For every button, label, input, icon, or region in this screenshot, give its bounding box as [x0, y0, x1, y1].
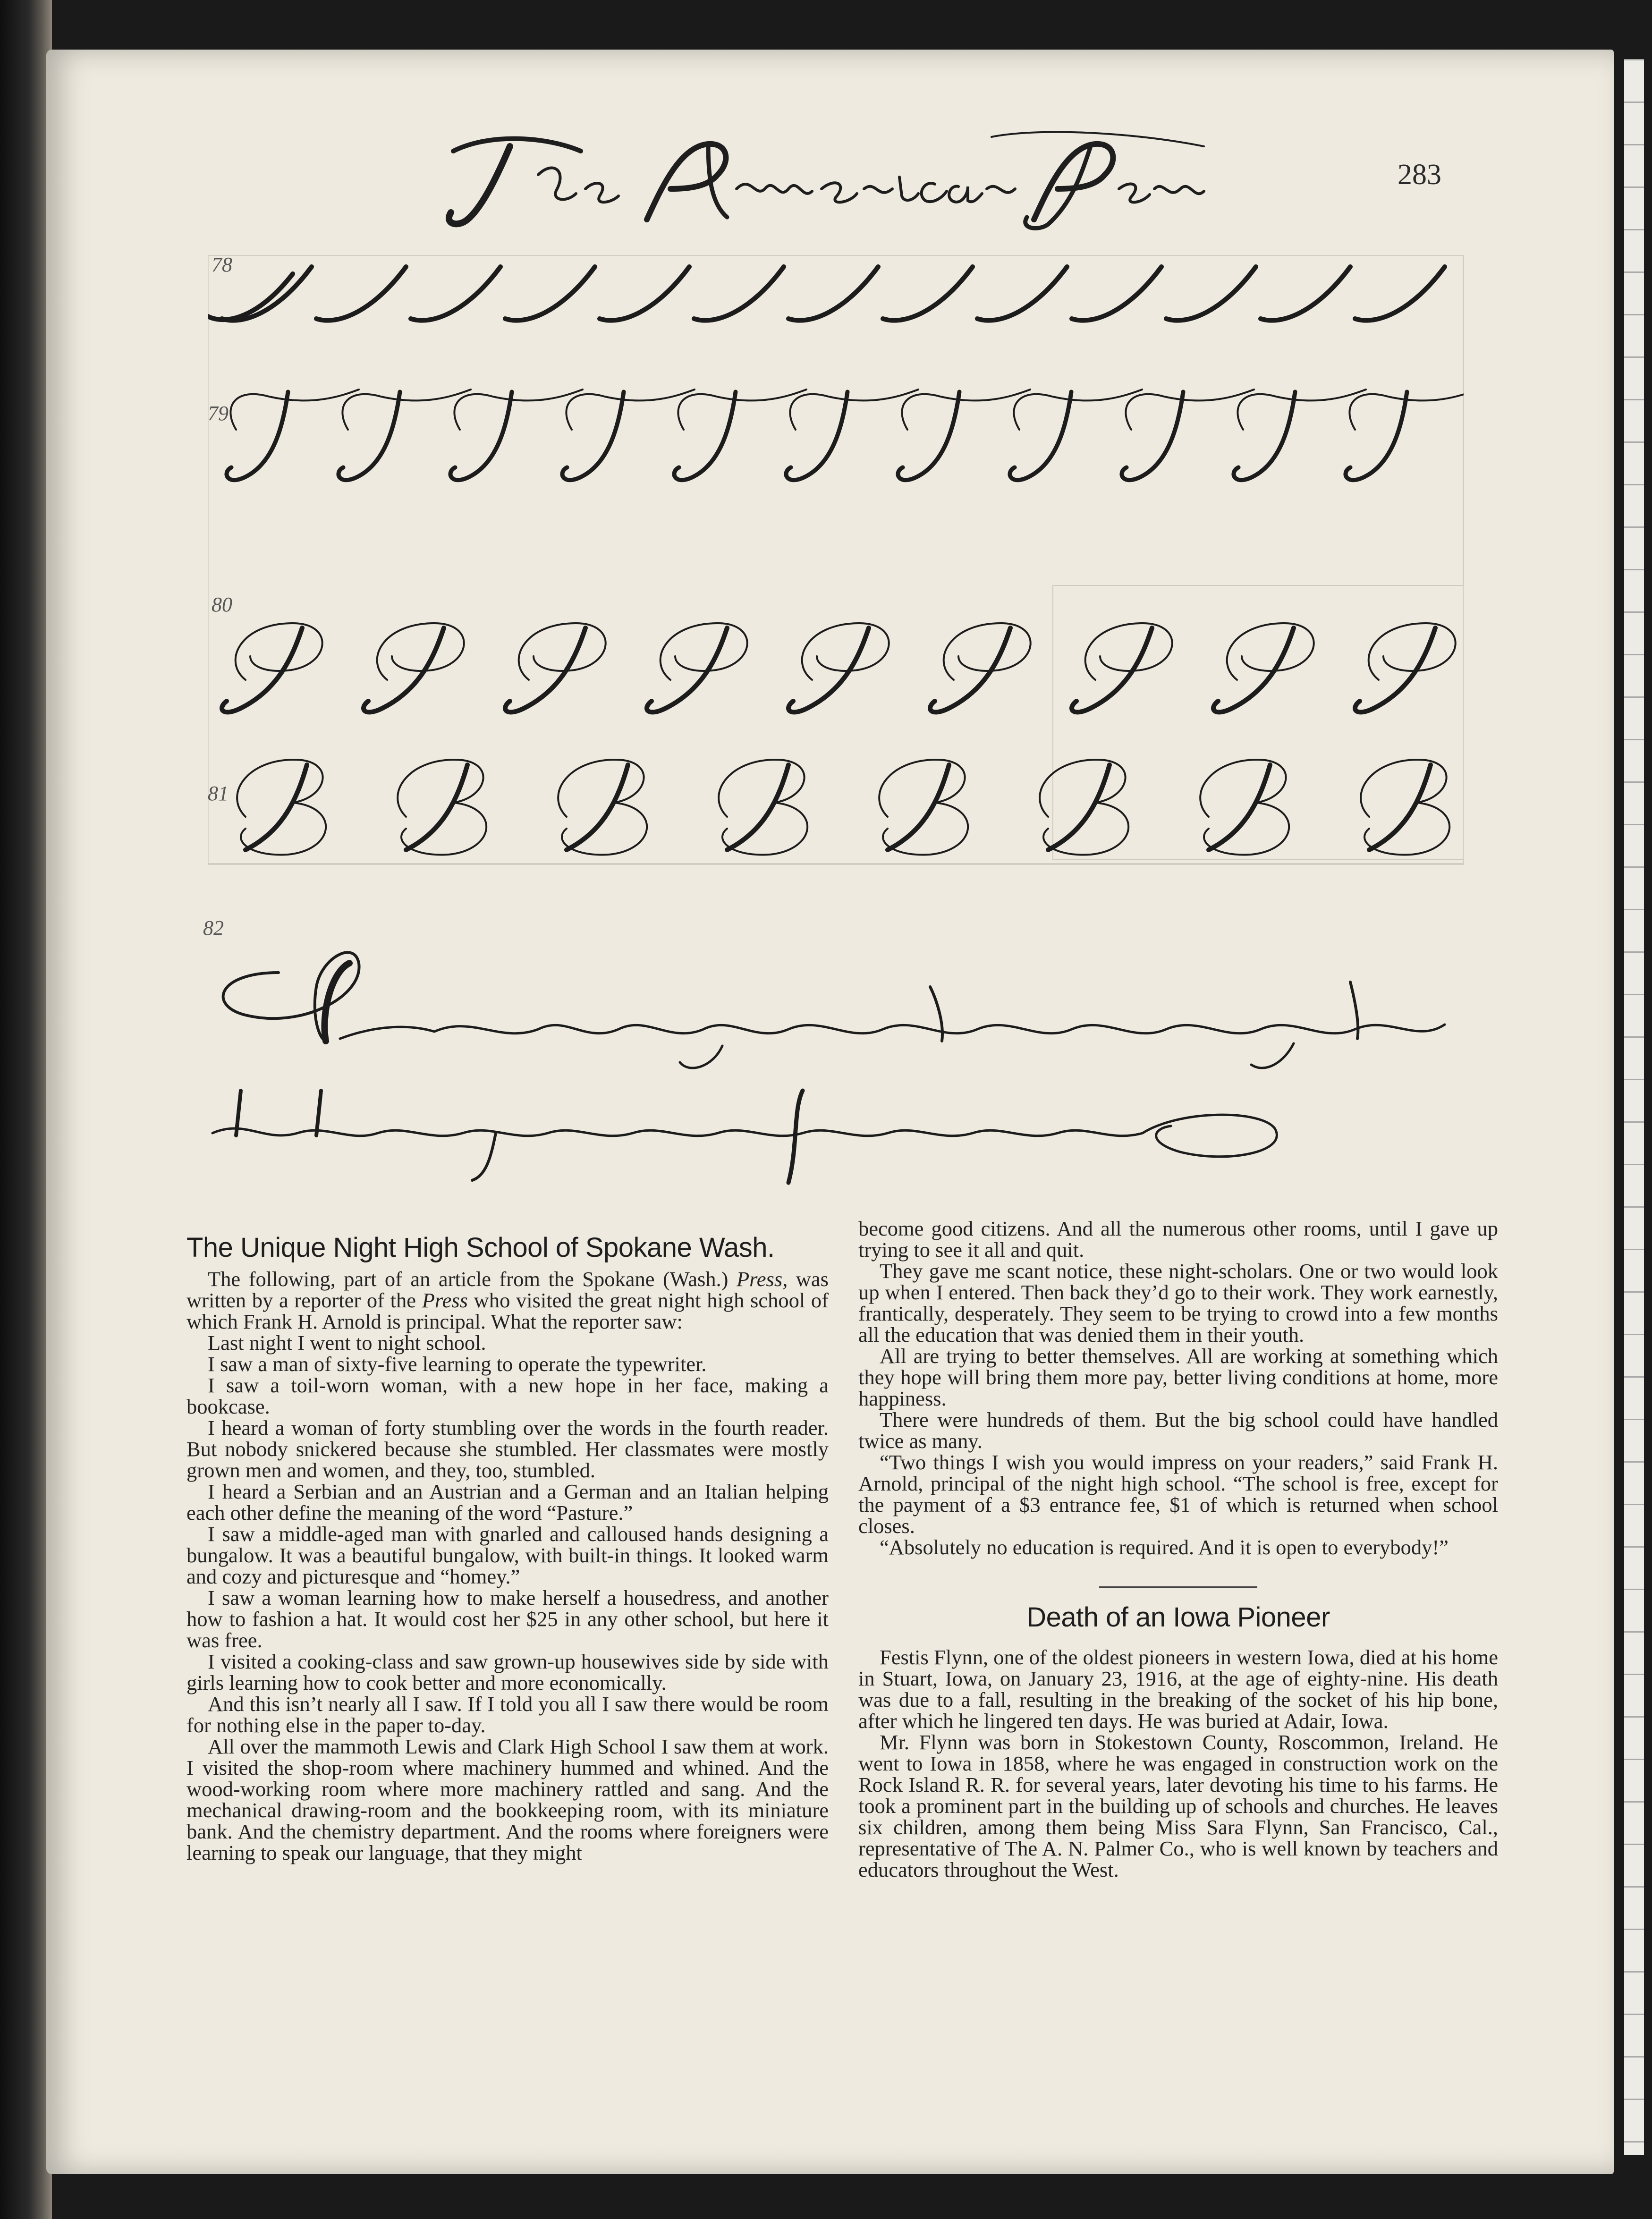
article-paragraph: Last night I went to night school.	[208, 1331, 486, 1355]
article-paragraph: They gave me scant notice, these night-scholars. One or two would look up when I entered. Then back they’d go to their work. They work earnestly, frantically, desperately. They seem to be trying to crowd into a few months all the education that was denied them in their youth.	[858, 1259, 1498, 1347]
intro-text: The following, part of an article from the Spokane (Wash.)	[208, 1267, 737, 1291]
ruler-tick	[1624, 1079, 1644, 1080]
capital-b-loop-stroke	[398, 760, 486, 855]
ruler-tick	[1624, 1844, 1644, 1845]
intro-text: who visited the great night high school of which Frank H. Arnold is principal. What the reporter saw:	[186, 1288, 829, 1333]
masthead-title	[425, 118, 1228, 241]
proverb-script-graphic-2	[208, 1081, 1294, 1190]
article-continuation: become good citizens. And all the numerous other rooms, until I gave up trying to see it all and quit.	[858, 1217, 1498, 1262]
obituary-paragraph: Mr. Flynn was born in Stokestown County, Roscommon, Ireland. He went to Iowa in 1858, where he was engaged in construction work on the Rock Island R. R. for several years, later devoting his time to his farms. He took a prominent part in the building up of schools and churches. He leaves six children, among them being Miss Sara Flynn, San Francisco, Cal., representative of The A. N. Palmer Co., who is well known by teachers and educators throughout the West.	[858, 1730, 1498, 1881]
ruler-tick	[1624, 1759, 1644, 1760]
press-italic: Press	[422, 1288, 468, 1312]
oval-stroke-mark	[883, 267, 973, 321]
article-paragraph: All over the mammoth Lewis and Clark High School I saw them at work. I visited the shop-room where machinery hummed and whined. And the wood-working room where more machinery rattled and sang. And the mechanical drawing-room and the bookkeeping room, with its miniature bank. And the chemistry department. And the rooms where foreigners were learning to speak our language, that they might	[186, 1735, 829, 1864]
capital-t-cap-stroke	[566, 390, 695, 430]
capital-t-stem-stroke	[674, 392, 736, 480]
capital-t-stem-stroke	[339, 392, 400, 480]
article-right-column	[858, 1218, 1498, 1880]
ruler-tick	[1624, 59, 1644, 60]
capital-b-stem-stroke	[1209, 765, 1270, 850]
ruler-tick	[1624, 1674, 1644, 1675]
oval-stroke-mark	[694, 267, 784, 321]
ruler-tick	[1624, 186, 1644, 188]
obituary-paragraph: Festis Flynn, one of the oldest pioneers in western Iowa, died at his home in Stuart, Iowa, on January 23, 1916, at the age of eighty-nine. His death was due to a fall, resulting in the breaking of the socket of his hip bone, after which he lingered ten days. He was buried at Adair, Iowa.	[858, 1645, 1498, 1733]
obituary-headline: Death of an Iowa Pioneer	[1026, 1602, 1330, 1633]
ruler-tick	[1624, 1249, 1644, 1250]
capital-b-stem-stroke	[1369, 765, 1431, 850]
capital-p-loop-stroke	[236, 623, 322, 680]
drill-row-79-capital-t	[227, 390, 1464, 480]
ruler-tick	[1624, 1376, 1644, 1378]
proverb-script-graphic	[208, 944, 1454, 1076]
ruler-tick	[1624, 399, 1644, 400]
ruler-tick	[1624, 2014, 1644, 2015]
proverb-script-line-1	[208, 944, 1454, 1076]
capital-t-cap-stroke	[1126, 390, 1254, 430]
capital-p-loop-stroke	[519, 623, 606, 680]
ruler-tick	[1624, 1036, 1644, 1038]
ruler-tick	[1624, 1929, 1644, 1930]
article-paragraph: All are trying to better themselves. All are working at something which they hope will bring them more pay, better living conditions at home, more happiness.	[858, 1344, 1498, 1410]
ruler-tick	[1624, 739, 1644, 740]
article-paragraph: I heard a Serbian and an Austrian and a German and an Italian helping each other define the meaning of the word “Pasture.”	[186, 1480, 829, 1525]
capital-t-stem-stroke	[450, 392, 512, 480]
capital-t-stem-stroke	[1122, 392, 1183, 480]
capital-b-stem-stroke	[246, 765, 307, 850]
capital-b-stem-stroke	[888, 765, 949, 850]
ruler-tick	[1624, 314, 1644, 315]
capital-b-loop-stroke	[879, 760, 968, 855]
capital-b-loop-stroke	[558, 760, 647, 855]
capital-b-loop-stroke	[1361, 760, 1449, 855]
capital-t-stem-stroke	[786, 392, 847, 480]
ruler-tick	[1624, 1291, 1644, 1293]
capital-b-stem-stroke	[727, 765, 788, 850]
scan-ruler	[1624, 59, 1644, 2155]
drill-row-number: 82	[203, 916, 224, 940]
capital-t-cap-stroke	[230, 390, 359, 430]
capital-b-stem-stroke	[1048, 765, 1110, 850]
article-paragraph: “Absolutely no education is required. And it is open to everybody!”	[880, 1535, 1449, 1559]
proverb-script-line-2	[208, 1081, 1294, 1190]
oval-stroke-mark	[505, 267, 595, 321]
ruler-tick	[1624, 2141, 1644, 2143]
drill-row-number: 79	[208, 402, 229, 425]
capital-t-cap-stroke	[1014, 390, 1142, 430]
ruler-tick	[1624, 909, 1644, 910]
ruler-tick	[1624, 1971, 1644, 1973]
article-paragraph: I saw a middle-aged man with gnarled and calloused hands designing a bungalow. It was a beautiful bungalow, with built-in things. It looked warm and cozy and picturesque and “homey.”	[186, 1522, 829, 1588]
ruler-tick	[1624, 1716, 1644, 1718]
article-paragraph: And this isn’t nearly all I saw. If I told you all I saw there would be room for nothing else in the paper to-day.	[186, 1692, 829, 1737]
article-paragraph: I heard a woman of forty stumbling over the words in the fourth reader. But nobody snickered because she stumbled. Her classmates were mostly grown men and women, and they, too, stumbled.	[186, 1416, 829, 1482]
page-number: 283	[1398, 159, 1441, 191]
ruler-tick	[1624, 102, 1644, 103]
capital-t-cap-stroke	[342, 390, 471, 430]
ruler-tick	[1624, 569, 1644, 570]
article-paragraph: There were hundreds of them. But the big school could have handled twice as many.	[858, 1408, 1498, 1453]
article-paragraph: I visited a cooking-class and saw grown-up housewives side by side with girls learning how to cook better and more economically.	[186, 1650, 829, 1694]
ruler-tick	[1624, 271, 1644, 273]
ruler-tick	[1624, 1206, 1644, 1208]
capital-t-cap-stroke	[454, 390, 583, 430]
oval-stroke-mark	[1072, 267, 1161, 321]
capital-p-loop-stroke	[802, 623, 889, 680]
ruler-tick	[1624, 484, 1644, 485]
ruler-tick	[1624, 994, 1644, 995]
ruler-tick	[1624, 1461, 1644, 1463]
ruler-tick	[1624, 1164, 1644, 1165]
capital-t-stem-stroke	[1346, 392, 1407, 480]
ruler-tick	[1624, 654, 1644, 655]
ruler-tick	[1624, 356, 1644, 358]
capital-p-loop-stroke	[1369, 623, 1456, 680]
ruler-tick	[1624, 1546, 1644, 1548]
capital-t-stem-stroke	[562, 392, 624, 480]
ruler-tick	[1624, 1504, 1644, 1505]
capital-b-stem-stroke	[406, 765, 467, 850]
press-italic: Press,	[736, 1267, 788, 1291]
capital-p-loop-stroke	[944, 623, 1031, 680]
oval-stroke-mark	[788, 267, 878, 321]
capital-p-loop-stroke	[1227, 623, 1314, 680]
oval-stroke-mark	[411, 267, 500, 321]
ruler-tick	[1624, 1631, 1644, 1633]
article-left-column	[186, 1232, 829, 1864]
ruler-tick	[1624, 611, 1644, 613]
oval-stroke-mark	[1166, 267, 1256, 321]
article-paragraph: “Two things I wish you would impress on your readers,” said Frank H. Arnold, principal of the night high school. “The school is free, except for the payment of a $3 entrance fee, $1 of which is returned when school closes.	[858, 1450, 1498, 1538]
capital-t-stem-stroke	[1010, 392, 1071, 480]
oval-stroke-mark	[316, 267, 406, 321]
ruler-tick	[1624, 144, 1644, 145]
ruler-tick	[1624, 824, 1644, 825]
oval-stroke-mark	[977, 267, 1067, 321]
oval-stroke-mark	[222, 267, 312, 321]
capital-t-cap-stroke	[790, 390, 918, 430]
drill-row-81-capital-b	[237, 760, 1449, 855]
drill-row-number: 81	[208, 782, 229, 805]
ruler-tick	[1624, 526, 1644, 528]
capital-t-stem-stroke	[1234, 392, 1295, 480]
article-paragraph: I saw a toil-worn woman, with a new hope in her face, making a bookcase.	[186, 1373, 829, 1418]
drill-row-80-capital-p	[222, 623, 1456, 712]
capital-t-stem-stroke	[898, 392, 959, 480]
article-headline: The Unique Night High School of Spokane Wash.	[186, 1232, 775, 1263]
capital-p-loop-stroke	[1085, 623, 1172, 680]
capital-t-cap-stroke	[902, 390, 1030, 430]
capital-t-stem-stroke	[227, 392, 288, 480]
capital-p-loop-stroke	[661, 623, 747, 680]
drill-row-78	[222, 267, 1445, 321]
oval-stroke-mark	[600, 267, 689, 321]
capital-b-loop-stroke	[719, 760, 807, 855]
section-divider	[1099, 1586, 1257, 1588]
capital-b-loop-stroke	[1200, 760, 1289, 855]
ruler-tick	[1624, 1334, 1644, 1335]
capital-t-cap-stroke	[678, 390, 806, 430]
book-spine-edge	[0, 0, 52, 2219]
drill-row-number: 78	[212, 253, 232, 276]
ruler-tick	[1624, 2056, 1644, 2058]
ruler-tick	[1624, 1886, 1644, 1888]
drill-row-number: 80	[212, 593, 232, 616]
capital-p-loop-stroke	[377, 623, 464, 680]
ruler-tick	[1624, 229, 1644, 230]
ruler-tick	[1624, 866, 1644, 868]
intro-text: was written by a reporter of the	[186, 1267, 829, 1312]
ruler-tick	[1624, 1801, 1644, 1803]
ruler-tick	[1624, 1589, 1644, 1590]
ruler-tick	[1624, 441, 1644, 443]
ruler-tick	[1624, 696, 1644, 698]
article-paragraph: I saw a man of sixty-five learning to operate the typewriter.	[208, 1352, 707, 1376]
ruler-tick	[1624, 951, 1644, 953]
capital-b-loop-stroke	[237, 760, 326, 855]
masthead-script-logo	[425, 118, 1228, 241]
capital-b-stem-stroke	[567, 765, 628, 850]
ruler-tick	[1624, 1121, 1644, 1123]
ruler-tick	[1624, 2099, 1644, 2100]
oval-stroke-mark	[1261, 267, 1350, 321]
ruler-tick	[1624, 781, 1644, 783]
capital-t-cap-stroke	[1237, 390, 1366, 430]
article-paragraph: I saw a woman learning how to make herself a housedress, and another how to fashion a hat. It would cost her $25 in any other school, but here it was free.	[186, 1586, 829, 1652]
ruler-tick	[1624, 1419, 1644, 1420]
oval-stroke-mark	[1355, 267, 1445, 321]
article-intro	[186, 1269, 829, 1332]
